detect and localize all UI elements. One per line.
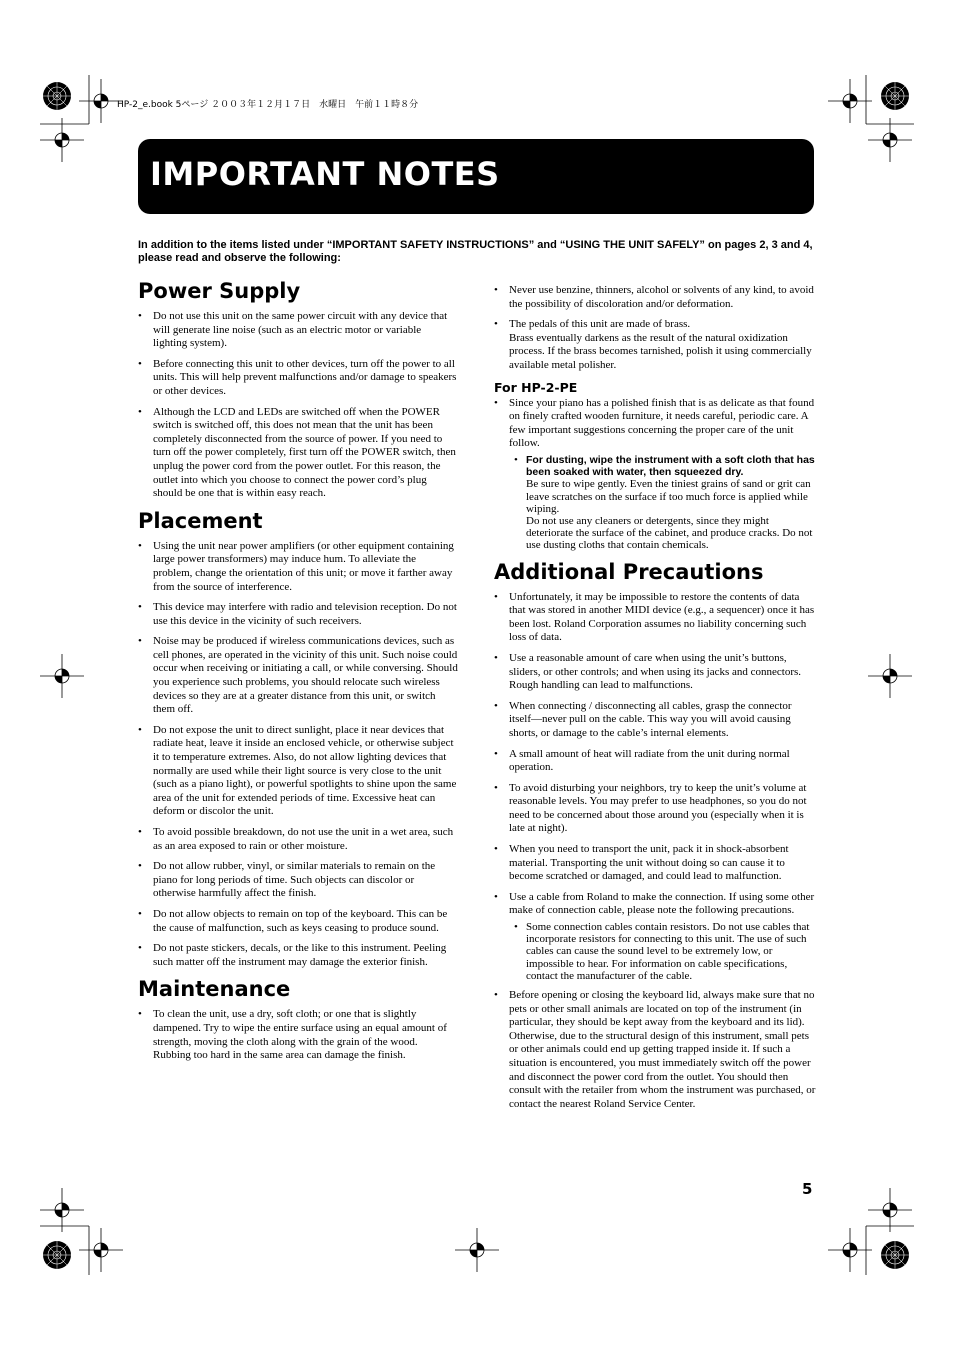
list-item: • A small amount of heat will radiate from the unit during normal operation. bbox=[494, 748, 816, 775]
section-title-maintenance: Maintenance bbox=[138, 977, 291, 1002]
section-title-additional-precautions: Additional Precautions bbox=[494, 559, 764, 584]
additional-list bbox=[494, 591, 816, 1112]
section-maintenance bbox=[138, 976, 458, 1062]
list-item: • To avoid disturbing your neighbors, try to keep the unit’s volume at reasonable levels. You may prefer to use headphones, so you do not need to be concerned about those around you (especially when it is late at night). bbox=[494, 782, 816, 836]
cable-intro: • Use a cable from Roland to make the connection. If using some other make of connection cable, please note the following precautions. bbox=[509, 890, 815, 917]
list-item bbox=[494, 397, 816, 552]
dusting-instruction: • For dusting, wipe the instrument with a soft cloth that has been soaked with water, then squeezed dry. bbox=[526, 453, 815, 479]
maintenance-list-left bbox=[138, 1008, 458, 1062]
list-item: • To clean the unit, use a dry, soft cloth; or one that is slightly dampened. Try to wipe the entire surface using an equal amount of strength, moving the cloth along with the grain of the wood. Rubbing too hard in the same area can damage the finish. bbox=[138, 1008, 458, 1062]
list-item: • Do not expose the unit to direct sunlight, place it near devices that radiate heat, leave it inside an enclosed vehicle, or otherwise subject it to temperature extremes. Also, do not allow lighting devices that normally are used while their light source is very close to the unit (such as a piano light), or powerful spotlights to shine upon the same area of the unit for extended periods of time. Excessive heat can deform or discolor the unit. bbox=[138, 724, 458, 819]
list-item: • To avoid possible breakdown, do not use the unit in a wet area, such as an area exposed to rain or other moisture. bbox=[138, 826, 458, 853]
sub-list-item bbox=[509, 454, 816, 552]
list-item: • Do not paste stickers, decals, or the like to this instrument. Peeling such matter off the instrument may damage the exterior finish. bbox=[138, 942, 458, 969]
section-power-supply bbox=[138, 278, 458, 501]
cable-sublist bbox=[509, 921, 816, 982]
hp2pe-sublist bbox=[509, 454, 816, 552]
page-title: IMPORTANT NOTES bbox=[150, 155, 500, 193]
brass-line-1: • The pedals of this unit are made of brass. bbox=[509, 318, 691, 331]
placement-list bbox=[138, 540, 458, 970]
list-item: • Do not allow rubber, vinyl, or similar materials to remain on the piano for long periods of time. Such objects can discolor or otherwise harmfully affect the finish. bbox=[138, 860, 458, 901]
list-item: • Before opening or closing the keyboard lid, always make sure that no pets or other small animals are located on top of the instrument (in particular, they should be kept away from the keyboard and its lid). Otherwise, due to the structural design of this instrument, small pets or other animals could end up getting trapped inside it. If such a situation is encountered, you must immediately switch off the power and disconnect the power cord from the outlet. You should then consult with the retailer from whom the instrument was purchased, or contact the nearest Roland Service Center. bbox=[494, 989, 816, 1111]
list-item: • When you need to transport the unit, pack it in shock-absorbent material. Transporting the unit without doing so can cause it to become scratched or damaged, and could lead to malfunction. bbox=[494, 843, 816, 884]
print-header-meta: HP-2_e.book 5ページ ２００３年１２月１７日 水曜日 午前１１時８分 bbox=[117, 100, 419, 110]
maintenance-list-right bbox=[494, 284, 816, 373]
hp2pe-intro: • Since your piano has a polished finish that is as delicate as that found on finely crafted wooden furniture, it needs careful, periodic care. A few important suggestions concerning the proper care of the unit follow. bbox=[509, 396, 815, 450]
section-hp2pe bbox=[494, 380, 816, 552]
list-item: • Before connecting this unit to other devices, turn off the power to all units. This will help prevent malfunctions and/or damage to speakers or other devices. bbox=[138, 358, 458, 399]
subsection-title-hp2pe: For HP-2-PE bbox=[494, 379, 578, 395]
list-item: • Noise may be produced if wireless communications devices, such as cell phones, are operated in the vicinity of this unit. Such noise could occur when receiving or initiating a call, or while conversing. Should you experience such problems, you should relocate such wireless devices so they are at a greater distance from this unit, or switch them off. bbox=[138, 635, 458, 717]
section-title-placement: Placement bbox=[138, 508, 263, 533]
page-number: 5 bbox=[802, 1180, 813, 1198]
right-column bbox=[494, 284, 816, 1118]
sub-list-item: • Some connection cables contain resistors. Do not use cables that incorporate resistors for connecting to this unit. The use of such cables can cause the sound level to be extremely low, or impossible to hear. For information on cable specifications, contact the manufacturer of the cable. bbox=[509, 921, 816, 982]
left-column bbox=[138, 278, 458, 1070]
list-item: • Do not use this unit on the same power circuit with any device that will generate line noise (such as an electric motor or variable lighting system). bbox=[138, 310, 458, 351]
section-placement bbox=[138, 508, 458, 970]
title-banner bbox=[138, 139, 814, 214]
list-item: • Do not allow objects to remain on top of the keyboard. This can be the cause of malfunction, such as keys ceasing to produce sound. bbox=[138, 908, 458, 935]
list-item bbox=[494, 891, 816, 982]
section-title-power-supply: Power Supply bbox=[138, 279, 301, 303]
list-item bbox=[494, 318, 816, 372]
power-supply-list bbox=[138, 310, 458, 501]
hp2pe-list bbox=[494, 397, 816, 552]
brass-line-2: Brass eventually darkens as the result of the natural oxidization process. If the brass becomes tarnished, polish it using commercially available metal polisher. bbox=[509, 331, 812, 371]
dusting-note-1: Be sure to wipe gently. Even the tiniest grains of sand or grit can leave scratches on the surface if too much force is applied while wiping. bbox=[526, 478, 811, 515]
list-item: • Using the unit near power amplifiers (or other equipment containing large power transformers) may induce hum. To alleviate the problem, change the orientation of this unit; or move it farther away from the source of interference. bbox=[138, 540, 458, 594]
list-item: • This device may interfere with radio and television reception. Do not use this device in the vicinity of such receivers. bbox=[138, 601, 458, 628]
list-item: • Never use benzine, thinners, alcohol or solvents of any kind, to avoid the possibility of discoloration and/or deformation. bbox=[494, 284, 816, 311]
list-item: • Use a reasonable amount of care when using the unit’s buttons, sliders, or other controls; and when using its jacks and connectors. Rough handling can lead to malfunctions. bbox=[494, 652, 816, 693]
list-item: • Although the LCD and LEDs are switched off when the POWER switch is switched off, this does not mean that the unit has been completely disconnected from the source of power. If you need to turn off the power completely, first turn off the POWER switch, then unplug the power cord from the power outlet. For this reason, the outlet into which you choose to connect the power cord’s plug should be one that is within easy reach. bbox=[138, 406, 458, 501]
section-additional-precautions bbox=[494, 559, 816, 1112]
list-item: • Unfortunately, it may be impossible to restore the contents of data that was stored in another MIDI device (e.g., a sequencer) once it has been lost. Roland Corporation assumes no liability concerning such loss of data. bbox=[494, 591, 816, 645]
list-item: • When connecting / disconnecting all cables, grasp the connector itself—never pull on the cable. This way you will avoid causing shorts, or damage to the cable’s internal elements. bbox=[494, 700, 816, 741]
dusting-note-2: Do not use any cleaners or detergents, since they might deteriorate the surface of the cabinet, and produce cracks. Do not use dusting cloths that contain chemicals. bbox=[526, 514, 813, 552]
intro-text: In addition to the items listed under “IMPORTANT SAFETY INSTRUCTIONS” and “USING THE UNIT SAFELY” on pages 2, 3 and 4, please read and observe the following: bbox=[138, 239, 813, 264]
